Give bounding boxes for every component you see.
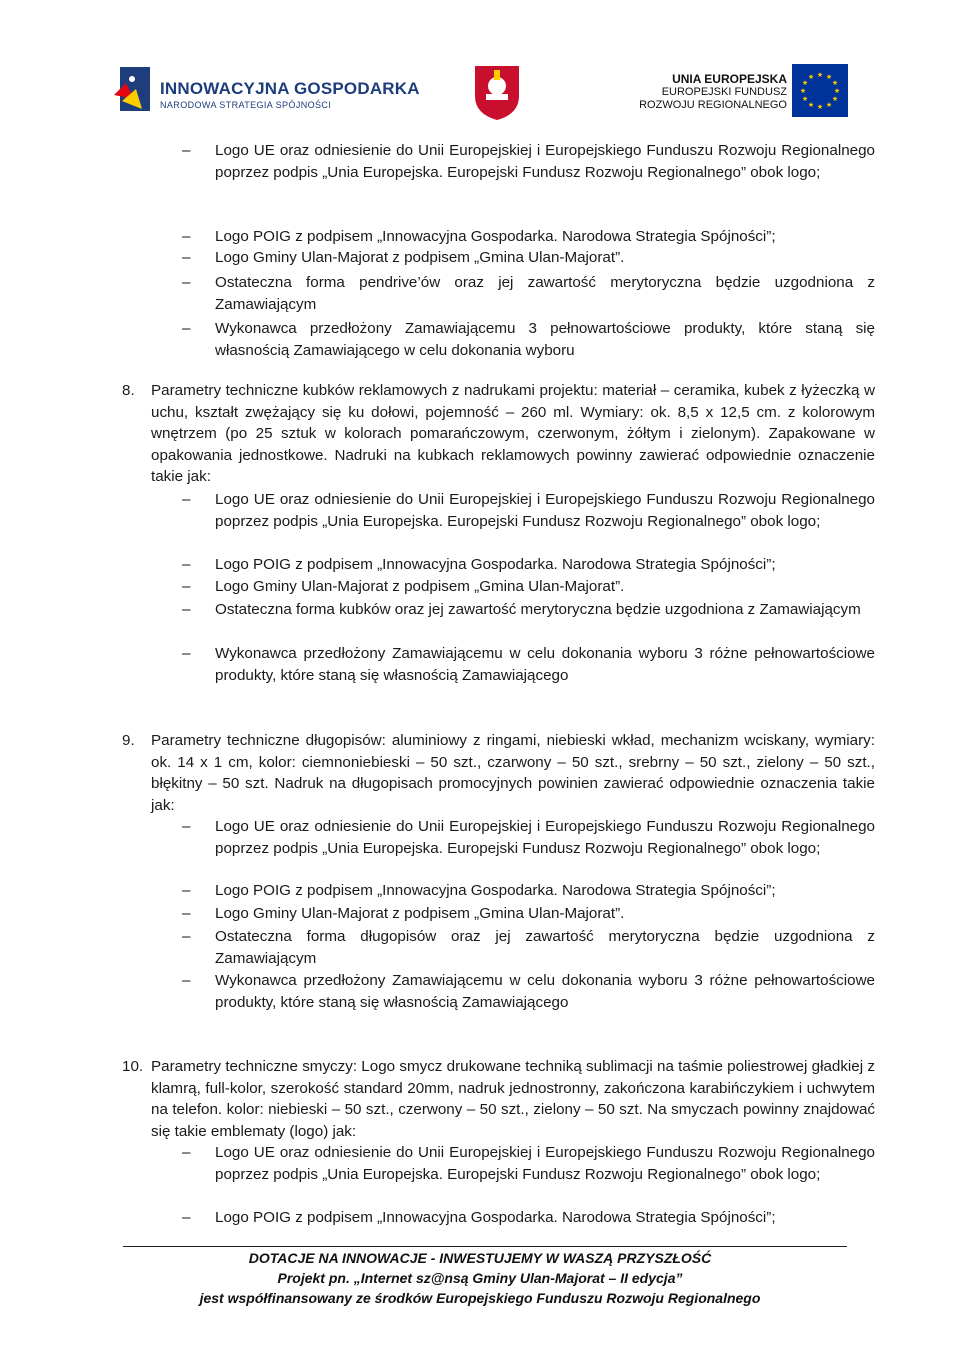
footer-line-1: DOTACJE NA INNOWACJE - INWESTUJEMY W WASZĄ PRZYSZŁOŚĆ (248, 1250, 712, 1266)
list-item: – Logo POIG z podpisem „Innowacyjna Gospodarka. Narodowa Strategia Spójności”; (182, 556, 776, 573)
ig-subtitle: NARODOWA STRATEGIA SPÓJNOŚCI (160, 100, 332, 110)
list-item: – Logo UE oraz odniesienie do Unii Europejskiej i Europejskiego Funduszu Rozwoju Regionalnego poprzez podpis „Unia Europejska. Europejski Fundusz Rozwoju Regionalnego” obok logo; (182, 142, 875, 181)
list-item: – Wykonawca przedłożony Zamawiającemu w celu dokonania wyboru 3 różne pełnowartościowe produkty, które staną się własnością Zamawiającego (182, 645, 875, 684)
list-item: – Logo Gminy Ulan-Majorat z podpisem „Gmina Ulan-Majorat”. (182, 249, 625, 266)
list-item: – Logo POIG z podpisem „Innowacyjna Gospodarka. Narodowa Strategia Spójności”; (182, 228, 776, 245)
list-item: – Wykonawca przedłożony Zamawiającemu w celu dokonania wyboru 3 różne pełnowartościowe produkty, które staną się własnością Zamawiającego (182, 972, 875, 1011)
svg-text:★: ★ (816, 103, 824, 111)
section-8-paragraph: Parametry techniczne kubków reklamowych z nadrukami projektu: materiał – ceramika, kubek z łyżeczką w uchu, kształt zwężający się ku dołowi, pojemność – 260 ml. Wymiary: ok. 8,5 x 12,5 cm. z kolorowym wnętrzem (po 25 sztuk w kolorach pomarańczowym, czerwonym, żółtym i zielonym). Zapakowane w opakowania jednostkowe. Nadruki na kubkach reklamowych powinny zawierać odpowiednie oznaczenie takie jak: (151, 382, 875, 485)
page-header (0, 55, 960, 125)
list-item: – Ostateczna forma długopisów oraz jej zawartość merytoryczna będzie uzgodniona z Zamawiającym (182, 928, 875, 967)
list-item: – Logo UE oraz odniesienie do Unii Europejskiej i Europejskiego Funduszu Rozwoju Regionalnego poprzez podpis „Unia Europejska. Europejski Fundusz Rozwoju Regionalnego” obok logo; (182, 491, 875, 530)
svg-text:★: ★ (799, 87, 807, 95)
svg-text:★: ★ (831, 79, 839, 87)
eu-text (639, 72, 787, 112)
list-item: – Logo UE oraz odniesienie do Unii Europejskiej i Europejskiego Funduszu Rozwoju Regionalnego poprzez podpis „Unia Europejska. Europejski Fundusz Rozwoju Regionalnego” obok logo; (182, 1144, 875, 1183)
svg-text:★: ★ (816, 71, 824, 79)
section-9-paragraph: Parametry techniczne długopisów: aluminiowy z ringami, niebieski wkład, mechanizm wciskany, wymiary: ok. 14 x 1 cm, kolor: ciemnoniebieski – 50 szt., czarwony – 50 szt., srebrny – 50 szt., zielony – 50 szt., błękitny – 50 szt. Nadruk na długopisach promocyjnych powinien zawierać odpowiednie oznaczenia takie jak: (151, 732, 875, 814)
svg-text:★: ★ (825, 101, 833, 109)
list-item: – Logo UE oraz odniesienie do Unii Europejskiej i Europejskiego Funduszu Rozwoju Regionalnego poprzez podpis „Unia Europejska. Europejski Fundusz Rozwoju Regionalnego” obok logo; (182, 818, 875, 857)
svg-text:★: ★ (807, 101, 815, 109)
coat-of-arms-icon (472, 60, 522, 122)
ig-title: INNOWACYJNA GOSPODARKA (160, 79, 420, 98)
footer-line-2: Projekt pn. „Internet sz@nsą Gminy Ulan-Majorat – II edycja” (277, 1270, 683, 1286)
footer-line-3: jest współfinansowany ze środków Europejskiego Funduszu Rozwoju Regionalnego (199, 1290, 761, 1306)
svg-text:★: ★ (825, 73, 833, 81)
eu-line1: UNIA EUROPEJSKA (672, 72, 787, 86)
list-item: – Logo Gminy Ulan-Majorat z podpisem „Gmina Ulan-Majorat”. (182, 905, 625, 922)
list-item: – Logo POIG z podpisem „Innowacyjna Gospodarka. Narodowa Strategia Spójności”; (182, 1209, 776, 1226)
section-10-paragraph: Parametry techniczne smyczy: Logo smycz drukowane techniką sublimacji na taśmie poliestrowej gładkiej z klamrą, full-kolor, szerokość standard 20mm, nadruk jednostronny, zakończona karabińczykiem i uchwytem na telefon. kolor: niebieski – 50 szt., czerwony – 50 szt., zielony – 50 szt. Na smyczach powinny znajdować się takie emblematy (logo) jak: (151, 1058, 875, 1140)
list-item: – Wykonawca przedłożony Zamawiającemu 3 pełnowartościowe produkty, które staną się własnością Zamawiającego w celu dokonania wyboru (182, 320, 875, 359)
svg-text:★: ★ (801, 95, 809, 103)
footer-divider (123, 1246, 847, 1247)
svg-text:★: ★ (831, 95, 839, 103)
svg-text:★: ★ (801, 79, 809, 87)
svg-text:★: ★ (807, 73, 815, 81)
section-number: 10. (122, 1058, 144, 1075)
list-item: – Ostateczna forma kubków oraz jej zawartość merytoryczna będzie uzgodniona z Zamawiającym (182, 601, 861, 618)
innowacyjna-gospodarka-text (160, 79, 420, 110)
section-number: 9. (122, 732, 135, 749)
section-number: 8. (122, 382, 135, 399)
list-item: – Ostateczna forma pendrive’ów oraz jej zawartość merytoryczna będzie uzgodniona z Zamawiającym (182, 274, 875, 313)
svg-text:★: ★ (833, 87, 841, 95)
eu-flag-icon (792, 64, 848, 117)
list-item: – Logo Gminy Ulan-Majorat z podpisem „Gmina Ulan-Majorat”. (182, 578, 625, 595)
innowacyjna-gospodarka-logo-icon (112, 65, 152, 113)
eu-line3: ROZWOJU REGIONALNEGO (639, 99, 787, 111)
list-item: – Logo POIG z podpisem „Innowacyjna Gospodarka. Narodowa Strategia Spójności”; (182, 882, 776, 899)
eu-line2: EUROPEJSKI FUNDUSZ (661, 86, 787, 98)
